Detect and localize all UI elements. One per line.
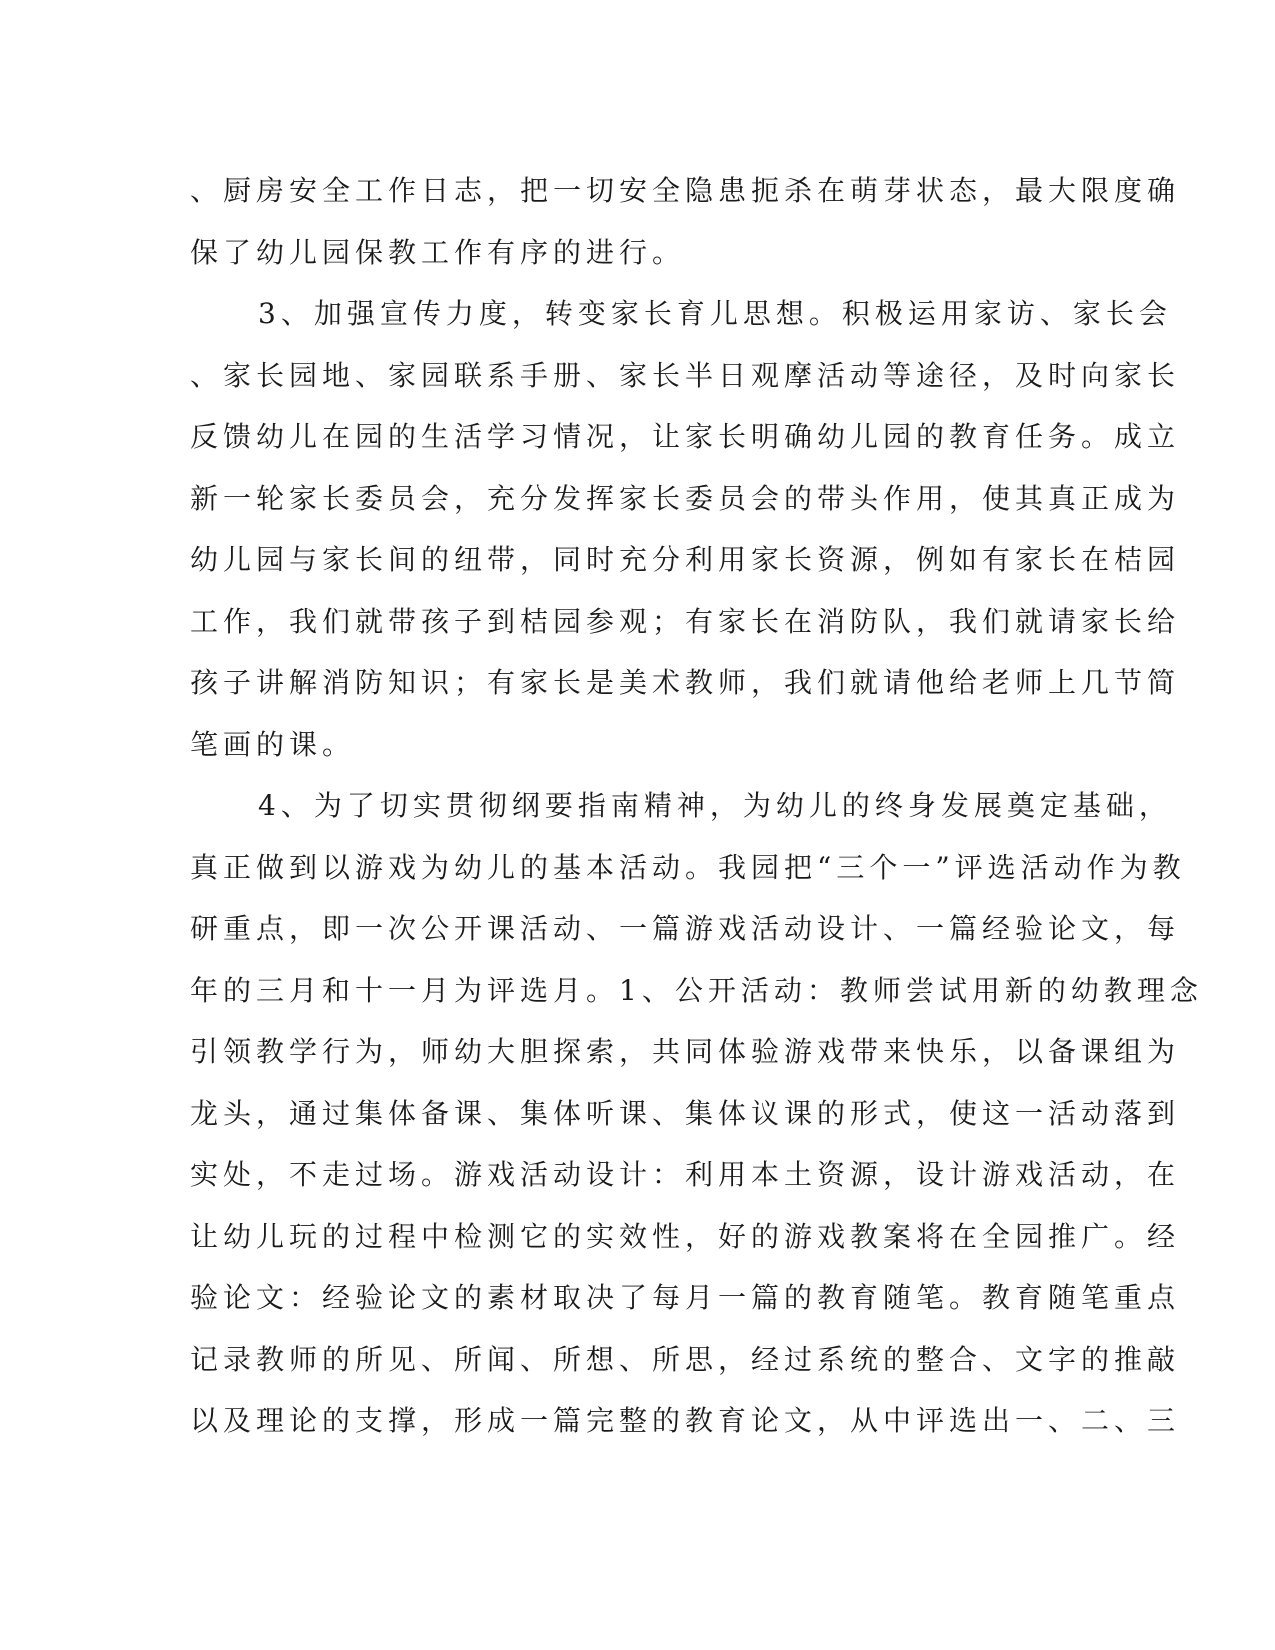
text-line: 实处，不走过场。游戏活动设计：利用本土资源，设计游戏活动，在 bbox=[190, 1158, 1181, 1191]
text-line: 反馈幼儿在园的生活学习情况，让家长明确幼儿园的教育任务。成立 bbox=[190, 420, 1181, 453]
body-text bbox=[190, 160, 1203, 1452]
text-line: 孩子讲解消防知识；有家长是美术教师，我们就请他给老师上几节简 bbox=[190, 666, 1181, 699]
text-line: 以及理论的支撑，形成一篇完整的教育论文，从中评选出一、二、三 bbox=[190, 1404, 1181, 1437]
text-line: 引领教学行为，师幼大胆探索，共同体验游戏带来快乐，以备课组为 bbox=[190, 1035, 1181, 1068]
text-line: 、厨房安全工作日志，把一切安全隐患扼杀在萌芽状态，最大限度确 bbox=[190, 174, 1181, 207]
text-line: 新一轮家长委员会，充分发挥家长委员会的带头作用，使其真正成为 bbox=[190, 481, 1181, 515]
text-line: 真正做到以游戏为幼儿的基本活动。我园把“三个一”评选活动作为教 bbox=[190, 850, 1186, 884]
text-line: 工作，我们就带孩子到桔园参观；有家长在消防队，我们就请家长给 bbox=[190, 604, 1181, 638]
text-line: 研重点，即一次公开课活动、一篇游戏活动设计、一篇经验论文，每 bbox=[190, 912, 1181, 945]
text-line: 让幼儿玩的过程中检测它的实效性，好的游戏教案将在全园推广。经 bbox=[190, 1219, 1181, 1253]
text-line: 幼儿园与家长间的纽带，同时充分利用家长资源，例如有家长在桔园 bbox=[190, 543, 1181, 576]
text-line: 笔画的课。 bbox=[190, 727, 356, 761]
text-line: 龙头，通过集体备课、集体听课、集体议课的形式，使这一活动落到 bbox=[190, 1096, 1181, 1130]
text-line: 记录教师的所见、所闻、所想、所思，经过系统的整合、文字的推敲 bbox=[190, 1342, 1181, 1376]
text-line: 保了幼儿园保教工作有序的进行。 bbox=[190, 235, 686, 269]
paragraph-first-line: 3、加强宣传力度，转变家长育儿思想。积极运用家访、家长会 bbox=[258, 297, 1172, 330]
paragraph-first-line: 4、为了切实贯彻纲要指南精神，为幼儿的终身发展奠定基础， bbox=[258, 789, 1172, 822]
text-line: 验论文：经验论文的素材取决了每月一篇的教育随笔。教育随笔重点 bbox=[190, 1281, 1181, 1314]
text-line: 年的三月和十一月为评选月。1、公开活动：教师尝试用新的幼教理念 bbox=[190, 973, 1203, 1007]
text-line: 、家长园地、家园联系手册、家长半日观摩活动等途径，及时向家长 bbox=[190, 358, 1181, 392]
